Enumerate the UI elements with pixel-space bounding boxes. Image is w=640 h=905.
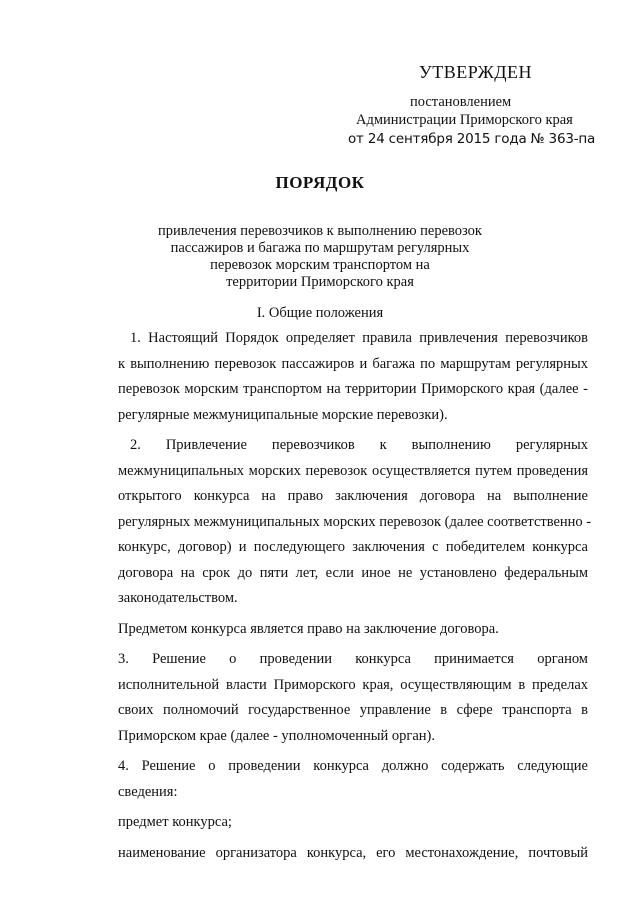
section-heading: I. Общие положения: [256, 305, 384, 321]
subtitle-line: пассажиров и багажа по маршрутам регулярных: [170, 240, 470, 256]
approval-line-2: Администрации Приморского края: [356, 112, 573, 128]
paragraph-line: законодательством.: [118, 590, 238, 606]
paragraph-7: [118, 841, 588, 867]
document-subtitle: [120, 223, 520, 291]
paragraph-line: Приморском крае (далее - уполномоченный орган).: [118, 727, 435, 744]
paragraph-line: наименование организатора конкурса, его местонахождение, почтовый: [118, 844, 588, 861]
subtitle-line: территории Приморского края: [226, 274, 414, 290]
paragraph-line: сведения:: [118, 783, 178, 800]
approval-title: УТВЕРЖДЕН: [419, 62, 533, 82]
paragraph-line: 1. Настоящий Порядок определяет правила привлечения перевозчиков: [130, 330, 588, 346]
paragraph-line: межмуниципальных морских перевозок осуществляется путем проведения: [118, 462, 588, 479]
paragraph-line: договора на срок до пяти лет, если иное не установлено федеральным: [118, 564, 588, 581]
paragraph-6: [118, 810, 588, 836]
subtitle-line: привлечения перевозчиков к выполнению перевозок: [158, 223, 482, 239]
paragraph-line: 2. Привлечение перевозчиков к выполнению регулярных: [130, 437, 588, 453]
approval-line-1: постановлением: [410, 94, 512, 110]
paragraph-line: регулярные межмуниципальные морские перевозки).: [118, 406, 448, 423]
paragraph-line: 3. Решение о проведении конкурса принимается органом: [118, 651, 588, 667]
paragraph-line: 4. Решение о проведении конкурса должно содержать следующие: [118, 758, 588, 774]
paragraph-3: [118, 617, 588, 643]
paragraph-5: [118, 754, 588, 805]
paragraph-line: открытого конкурса на право заключения договора на выполнение: [118, 488, 588, 504]
subtitle-line: перевозок морским транспортом на: [210, 257, 430, 273]
paragraph-line: конкурс, договор) и последующего заключения с победителем конкурса: [118, 539, 588, 555]
paragraph-line: предмет конкурса;: [118, 814, 232, 830]
document-body: [118, 324, 592, 866]
paragraph-1: [118, 326, 588, 428]
document-title: ПОРЯДОК: [275, 173, 365, 192]
paragraph-line: перевозок морским транспортом на территории Приморского края (далее -: [118, 381, 588, 397]
paragraph-line: исполнительной власти Приморского края, осуществляющим в пределах: [118, 676, 588, 693]
paragraph-line: своих полномочий государственное управление в сфере транспорта в: [118, 702, 588, 718]
paragraph-line: регулярных межмуниципальных морских перевозок (далее соответственно -: [118, 513, 592, 530]
approval-date-number: от 24 сентября 2015 года № 363-па: [348, 131, 596, 147]
paragraph-2: [118, 433, 592, 612]
paragraph-line: к выполнению перевозок пассажиров и багажа по маршрутам регулярных: [118, 355, 588, 372]
paragraph-4: [118, 647, 588, 749]
paragraph-line: Предметом конкурса является право на заключение договора.: [118, 620, 499, 637]
